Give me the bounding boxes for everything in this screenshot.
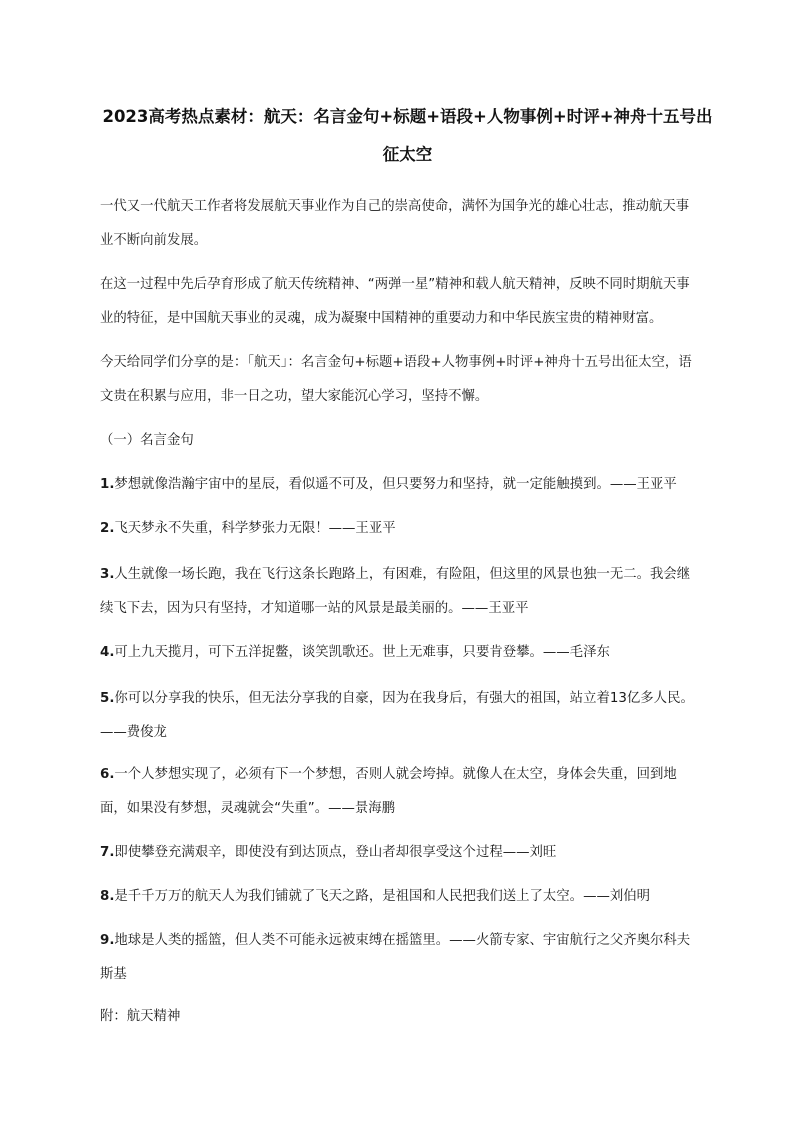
quote-9: [100, 924, 700, 992]
quote-text: 飞天梦永不失重，科学梦张力无限！——王亚平: [114, 521, 396, 536]
quote-6: [100, 758, 700, 826]
quote-text: 你可以分享我的快乐，但无法分享我的自豪，因为在我身后，有强大的祖国，站立着13亿多人民。——费俊龙: [100, 691, 694, 740]
section-heading: （一）名言金句: [100, 433, 194, 448]
quote-number: 6.: [100, 767, 115, 782]
document-title: 2023高考热点素材：航天：名言金句+标题+语段+人物事例+时评+神舟十五号出征太空: [102, 107, 713, 164]
quote-number: 8.: [100, 889, 115, 904]
quote-text: 人生就像一场长跑，我在飞行这条长跑路上，有困难，有险阻，但这里的风景也独一无二。我会继续飞下去，因为只有坚持，才知道哪一站的风景是最美丽的。——王亚平: [100, 567, 691, 616]
quote-3: [100, 558, 700, 626]
quote-number: 9.: [100, 933, 115, 948]
quote-text: 一个人梦想实现了，必须有下一个梦想，否则人就会垮掉。就像人在太空，身体会失重，回到地面，如果没有梦想，灵魂就会“失重”。——景海鹏: [100, 767, 677, 816]
quote-8: [100, 880, 700, 914]
quote-number: 2.: [100, 521, 115, 536]
quote-number: 5.: [100, 691, 115, 706]
intro-paragraph-2: 在这一过程中先后孕育形成了航天传统精神、“两弹一星”精神和载人航天精神，反映不同时期航天事业的特征，是中国航天事业的灵魂，成为凝聚中国精神的重要动力和中华民族宝贵的精神财富。: [100, 277, 690, 326]
quote-1: [100, 468, 700, 502]
intro-paragraph-1: 一代又一代航天工作者将发展航天事业作为自己的崇高使命，满怀为国争光的雄心壮志，推动航天事业不断向前发展。: [100, 199, 690, 248]
quote-number: 7.: [100, 845, 115, 860]
quote-number: 3.: [100, 567, 115, 582]
quote-2: [100, 512, 700, 546]
intro-paragraph-3: 今天给同学们分享的是：「航天」：名言金句+标题+语段+人物事例+时评+神舟十五号出征太空，语文贵在积累与应用，非一日之功，望大家能沉心学习，坚持不懈。: [100, 355, 692, 404]
quote-text: 即使攀登充满艰辛，即使没有到达顶点，登山者却很享受这个过程——刘旺: [114, 845, 557, 860]
quote-text: 梦想就像浩瀚宇宙中的星辰，看似遥不可及，但只要努力和坚持，就一定能触摸到。——王亚平: [114, 477, 677, 492]
appendix-heading: 附：航天精神: [100, 1009, 181, 1024]
quote-4: [100, 636, 700, 670]
quote-text: 可上九天揽月，可下五洋捉鳖，谈笑凯歌还。世上无难事，只要肯登攀。——毛泽东: [114, 645, 610, 660]
quote-text: 是千千万万的航天人为我们铺就了飞天之路，是祖国和人民把我们送上了太空。——刘伯明: [114, 889, 651, 904]
quote-number: 1.: [100, 477, 115, 492]
quote-5: [100, 682, 700, 750]
quote-7: [100, 836, 700, 870]
quote-text: 地球是人类的摇篮，但人类不可能永远被束缚在摇篮里。——火箭专家、宇宙航行之父齐奥尔科夫斯基: [100, 933, 691, 982]
quote-number: 4.: [100, 645, 115, 660]
